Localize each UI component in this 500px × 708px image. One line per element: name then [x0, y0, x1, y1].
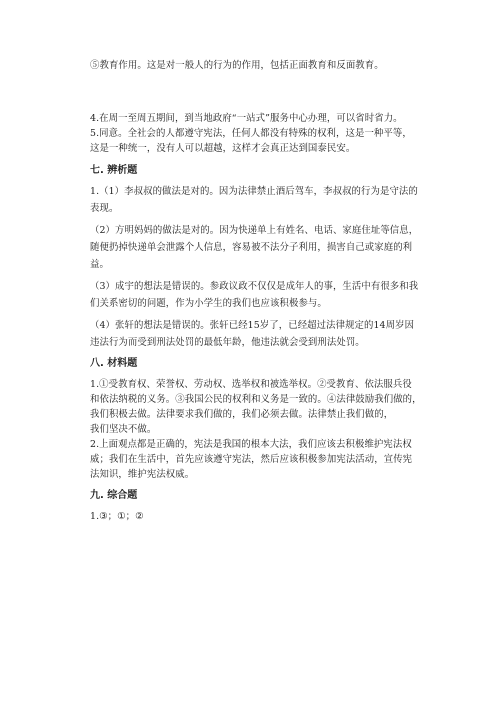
s8-item-2-line-1: 2.上面观点都是正确的，宪法是我国的根本大法，我们应该去积极维护宪法权 — [90, 439, 412, 450]
answer-4-line: 4.在周一至周五期间，到当地政府“一站式”服务中心办理，可以省时省力。 — [90, 113, 403, 124]
s8-item-1-line-3: 我们积极去做。法律要求我们做的，我们必须去做。法律禁止我们做的， — [90, 409, 394, 420]
s8-item-1-line-4: 我们坚决不做。 — [90, 424, 157, 435]
s8-item-2-line-2: 威；我们在生活中，首先应该遵守宪法，然后应该积极参加宪法活动，宣传宪 — [90, 454, 413, 465]
section-7-heading: 七. 辨析题 — [90, 165, 138, 176]
answer-5-line-1: 5.同意。全社会的人都遵守宪法，任何人都没有特殊的权利，这是一种平等， — [90, 128, 412, 139]
s7-item-1-line-2: 表现。 — [90, 203, 119, 214]
s7-item-1-line-1: 1.（1）李叔叔的做法是对的。因为法律禁止酒后驾车，李叔叔的行为是守法的 — [90, 186, 418, 197]
paragraph-education-effect: ⑤教育作用。这是对一般人的行为的作用，包括正面教育和反面教育。 — [90, 60, 384, 71]
answer-5-line-2: 这是一种统一，没有人可以超越，这样才会真正达到国泰民安。 — [90, 143, 356, 154]
s7-item-4-line-1: （4）张轩的想法是错误的。张轩已经15岁了，已经超过法律规定的14周岁因 — [90, 320, 415, 331]
s8-item-1-line-2: 和依法纳税的义务。③我国公民的权利和义务是一致的。④法律鼓励我们做的， — [90, 394, 422, 405]
s7-item-2-line-3: 益。 — [90, 259, 109, 270]
section-8-heading: 八. 材料题 — [90, 358, 138, 369]
s8-item-2-line-3: 法知识，维护宪法权威。 — [90, 469, 195, 480]
s9-answer: 1.③；①；② — [90, 511, 144, 522]
section-9-heading: 九. 综合题 — [90, 490, 138, 501]
s7-item-2-line-1: （2）方明妈妈的做法是对的。因为快递单上有姓名、电话、家庭住址等信息， — [90, 225, 419, 236]
s7-item-2-line-2: 随便扔掉快递单会泄露个人信息，容易被不法分子利用，损害自己或家庭的利 — [90, 242, 413, 253]
s7-item-3-line-1: （3）成宇的想法是错误的。参政议政不仅仅是成年人的事，生活中有很多和我 — [90, 281, 419, 292]
s7-item-3-line-2: 们关系密切的问题，作为小学生的我们也应该积极参与。 — [90, 298, 327, 309]
s7-item-4-line-2: 违法行为而受到刑法处罚的最低年龄，他违法就会受到刑法处罚。 — [90, 337, 365, 348]
s8-item-1-line-1: 1.①受教育权、荣誉权、劳动权、选举权和被选举权。②受教育、依法服兵役 — [90, 379, 412, 390]
